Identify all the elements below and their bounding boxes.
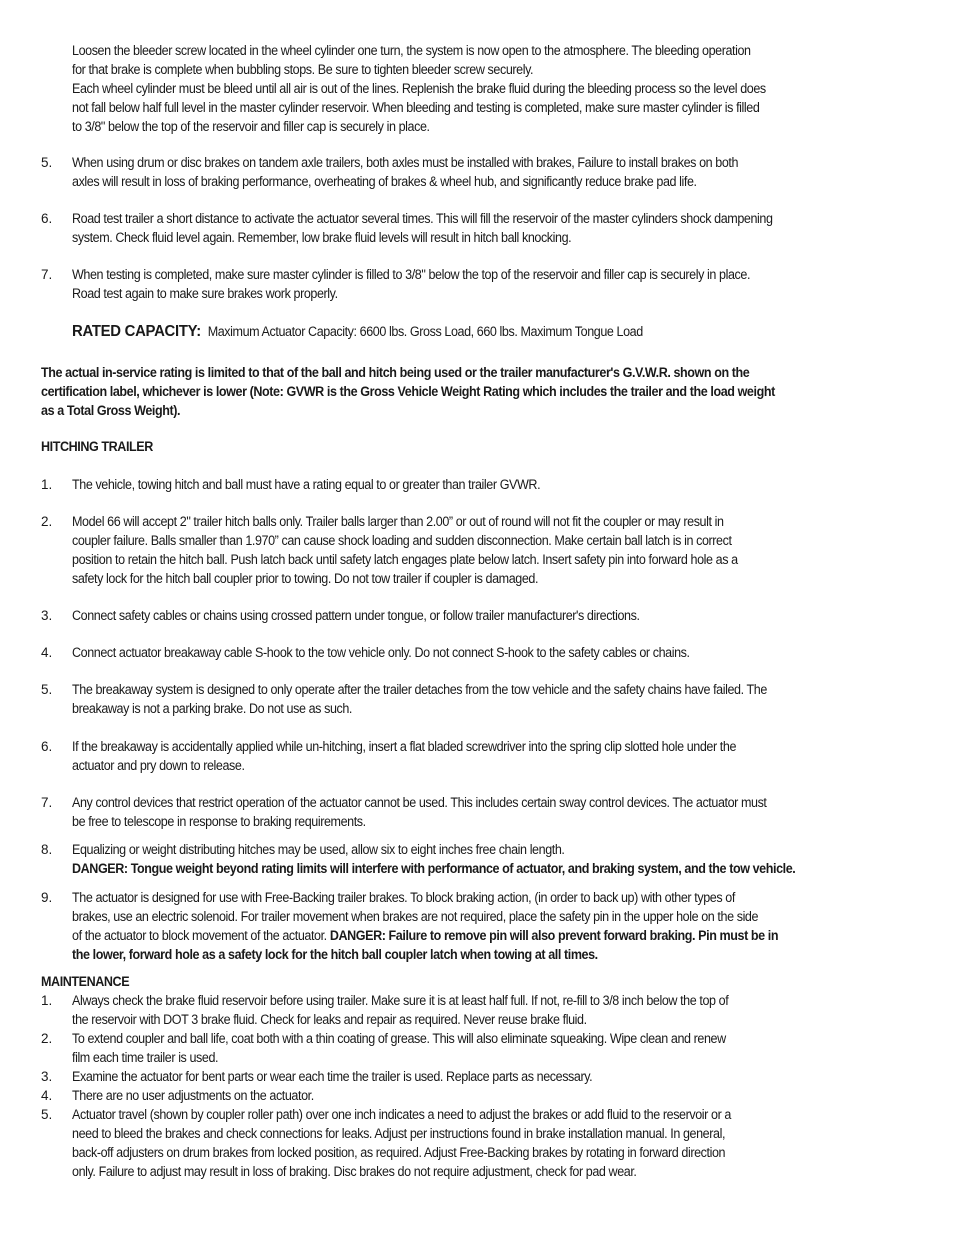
step-number: 6. [41,211,53,226]
rating-notice [41,363,830,420]
step-text: axles will result in loss of braking performance, overheating of brakes & wheel hub, and significantly reduce brake pad life. [72,174,697,189]
item-text: back-off adjusters on drum brakes from locked position, as required. Adjust Free-Backing brakes by rotating in forward direction [72,1145,726,1160]
intro-paragraph [72,41,818,136]
item-number: 7. [41,795,53,810]
item-text: Always check the brake fluid reservoir before using trailer. Make sure it is at least half full. If not, re-fill to 3/8 inch below the top of [72,993,729,1008]
item-text: Model 66 will accept 2" trailer hitch balls only. Trailer balls larger than 2.00” or out of round will not fit the coupler or may result in [72,514,724,529]
notice-line: as a Total Gross Weight). [41,403,181,418]
intro-line: not fall below half full level in the master cylinder reservoir. When bleeding and testing is completed, make sure master cylinder is filled [72,100,760,115]
item-text: Equalizing or weight distributing hitches may be used, allow six to eight inches free chain length. [72,842,565,857]
item-text: If the breakaway is accidentally applied while un-hitching, insert a flat bladed screwdriver into the spring clip slotted hole under the [72,739,737,754]
item-text: Actuator travel (shown by coupler roller path) over one inch indicates a need to adjust the brakes or add fluid to the reservoir or a [72,1107,731,1122]
item-text: safety lock for the hitch ball coupler prior to towing. Do not tow trailer if coupler is damaged. [72,571,539,586]
item-text: coupler failure. Balls smaller than 1.970” can cause shock loading and sudden disconnection. Make certain ball latch is in correct [72,533,732,548]
step-text: Road test again to make sure brakes work properly. [72,286,338,301]
item-text: The vehicle, towing hitch and ball must have a rating equal to or greater than trailer GVWR. [72,477,541,492]
item-number: 4. [41,1088,53,1103]
item-text: There are no user adjustments on the actuator. [72,1088,314,1103]
item-number: 1. [41,477,53,492]
item-text-plain: of the actuator to block movement of the actuator. [72,928,330,943]
maintenance-heading: MAINTENANCE [41,974,130,989]
item-text: breakaway is not a parking brake. Do not use as such. [72,701,353,716]
item-number: 5. [41,1107,53,1122]
step-text: Road test trailer a short distance to activate the actuator several times. This will fill the reservoir of the master cylinders shock dampening [72,211,773,226]
item-text: be free to telescope in response to braking requirements. [72,814,366,829]
item-number: 3. [41,608,53,623]
item-text: position to retain the hitch ball. Push latch back until safety latch engages plate below latch. Insert safety pin into forward hole as a [72,552,738,567]
item-text: To extend coupler and ball life, coat both with a thin coating of grease. This will also eliminate squeaking. Wipe clean and renew [72,1031,726,1046]
item-text: only. Failure to adjust may result in loss of braking. Disc brakes do not require adjustment, check for pad wear. [72,1164,637,1179]
step-text: When using drum or disc brakes on tandem axle trailers, both axles must be installed with brakes, Failure to install brakes on both [72,155,739,170]
rated-capacity-label: RATED CAPACITY: [72,323,201,340]
danger-text: DANGER: Tongue weight beyond rating limits will interfere with performance of actuator, and braking system, and the tow vehicle. [72,861,796,876]
item-text: need to bleed the brakes and check connections for leaks. Adjust per instructions found in brake installation manual. In general, [72,1126,726,1141]
item-number: 2. [41,1031,53,1046]
item-number: 9. [41,890,53,905]
item-number: 5. [41,682,53,697]
intro-line: Each wheel cylinder must be bleed until all air is out of the lines. Replenish the brake fluid during the bleeding process so the level does [72,81,766,96]
step-number: 7. [41,267,53,282]
step-number: 5. [41,155,53,170]
hitching-heading: HITCHING TRAILER [41,439,153,454]
rated-capacity [72,321,686,343]
item-text: Any control devices that restrict operation of the actuator cannot be used. This includes certain sway control devices. The actuator must [72,795,767,810]
item-text: the reservoir with DOT 3 brake fluid. Check for leaks and repair as required. Never reuse brake fluid. [72,1012,587,1027]
item-number: 3. [41,1069,53,1084]
item-text: Connect safety cables or chains using crossed pattern under tongue, or follow trailer manufacturer's directions. [72,608,640,623]
item-number: 4. [41,645,53,660]
item-text: actuator and pry down to release. [72,758,245,773]
item-number: 8. [41,842,53,857]
notice-line: certification label, whichever is lower (Note: GVWR is the Gross Vehicle Weight Rating which includes the trailer and the load weight [41,384,775,399]
intro-line: to 3/8" below the top of the reservoir and filler cap is securely in place. [72,119,430,134]
item-text: Examine the actuator for bent parts or wear each time the trailer is used. Replace parts as necessary. [72,1069,593,1084]
step-text: When testing is completed, make sure master cylinder is filled to 3/8" below the top of the reservoir and filler cap is securely in place. [72,267,751,282]
item-text: brakes, use an electric solenoid. For trailer movement when brakes are not required, place the safety pin in the upper hole on the side [72,909,759,924]
step-text: system. Check fluid level again. Remember, low brake fluid levels will result in hitch ball knocking. [72,230,572,245]
item-number: 1. [41,993,53,1008]
item-text: film each time trailer is used. [72,1050,219,1065]
notice-line: The actual in-service rating is limited to that of the ball and hitch being used or the trailer manufacturer's G.V.W.R. shown on the [41,365,750,380]
intro-line: for that brake is complete when bubbling stops. Be sure to tighten bleeder screw securely. [72,62,534,77]
item-text: The actuator is designed for use with Free-Backing trailer brakes. To block braking action, (in order to back up) with other types of [72,890,735,905]
danger-text: the lower, forward hole as a safety lock for the hitch ball coupler latch when towing at all times. [72,947,598,962]
intro-line: Loosen the bleeder screw located in the wheel cylinder one turn, the system is now open to the atmosphere. The bleeding operation [72,43,751,58]
danger-text: DANGER: Failure to remove pin will also prevent forward braking. Pin must be in [329,928,779,943]
item-number: 6. [41,739,53,754]
item-text: Connect actuator breakaway cable S-hook to the tow vehicle only. Do not connect S-hook to the safety cables or chains. [72,645,690,660]
item-number: 2. [41,514,53,529]
item-text: The breakaway system is designed to only operate after the trailer detaches from the tow vehicle and the safety chains have failed. The [72,682,767,697]
rated-capacity-text: Maximum Actuator Capacity: 6600 lbs. Gross Load, 660 lbs. Maximum Tongue Load [207,324,643,339]
item-text [72,926,778,945]
